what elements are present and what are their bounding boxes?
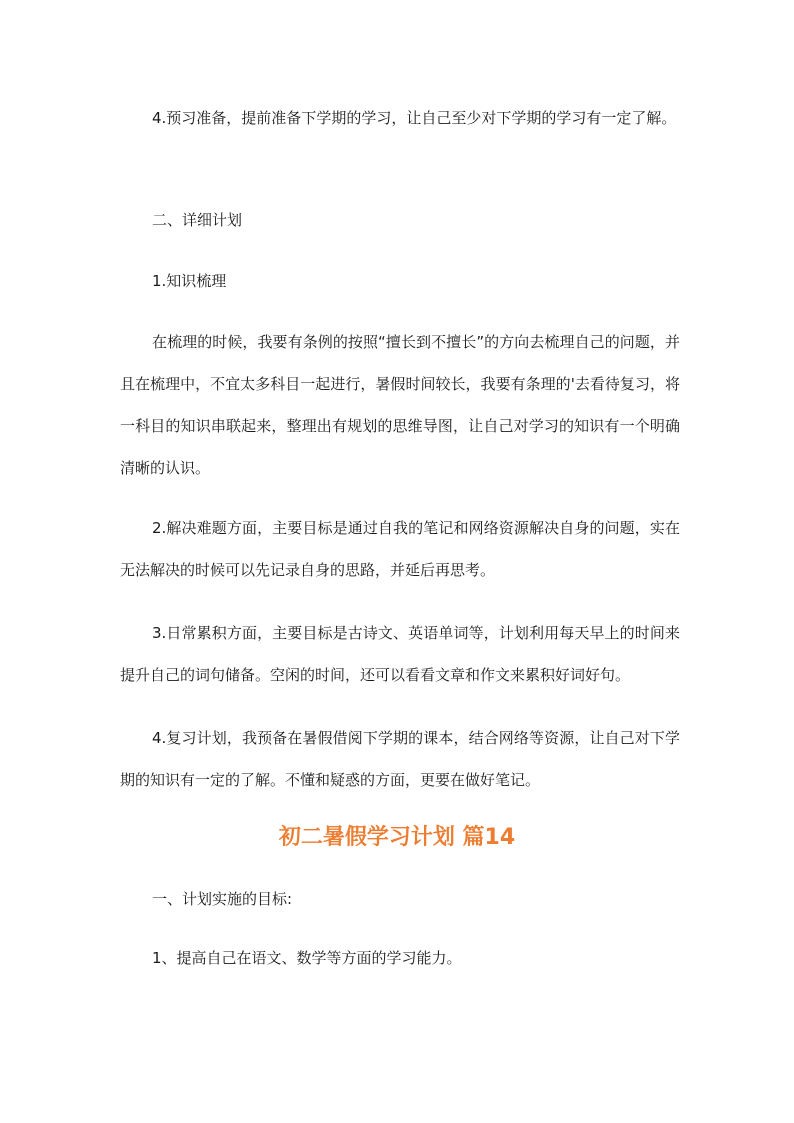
paragraph-daily-accumulation: 3.日常累积方面，主要目标是古诗文、英语单词等，计划利用每天早上的时间来提升自己的词句储备。空闲的时间，还可以看看文章和作文来累积好词好句。 <box>120 624 680 684</box>
section-heading: 初二暑假学习计划 篇14 <box>278 825 516 850</box>
paragraph-review-plan: 4.复习计划，我预备在暑假借阅下学期的课本，结合网络等资源，让自己对下学期的知识有一定的了解。不懂和疑惑的方面，更要在做好笔记。 <box>120 729 680 789</box>
paragraph-detailed-plan-heading: 二、详细计划 <box>152 211 243 229</box>
paragraph-preview-prep: 4.预习准备，提前准备下学期的学习，让自己至少对下学期的学习有一定了解。 <box>152 109 677 127</box>
paragraph-problem-solving: 2.解决难题方面，主要目标是通过自我的笔记和网络资源解决自身的问题，实在无法解决的时候可以先记录自身的思路，并延后再思考。 <box>120 519 680 579</box>
paragraph-knowledge-sorting: 在梳理的时候，我要有条例的按照“擅长到不擅长”的方向去梳理自己的问题，并且在梳理中，不宜太多科目一起进行，暑假时间较长，我要有条理的'去看待复习，将一科目的知识串联起来，整理出有规划的思维导图，让自己对学习的知识有一个明确清晰的认识。 <box>120 333 680 477</box>
paragraph-goal-one: 1、提高自己在语文、数学等方面的学习能力。 <box>152 949 462 967</box>
paragraph-goals-heading: 一、计划实施的目标: <box>152 890 293 908</box>
paragraph-knowledge-sorting-heading: 1.知识梳理 <box>152 272 227 290</box>
